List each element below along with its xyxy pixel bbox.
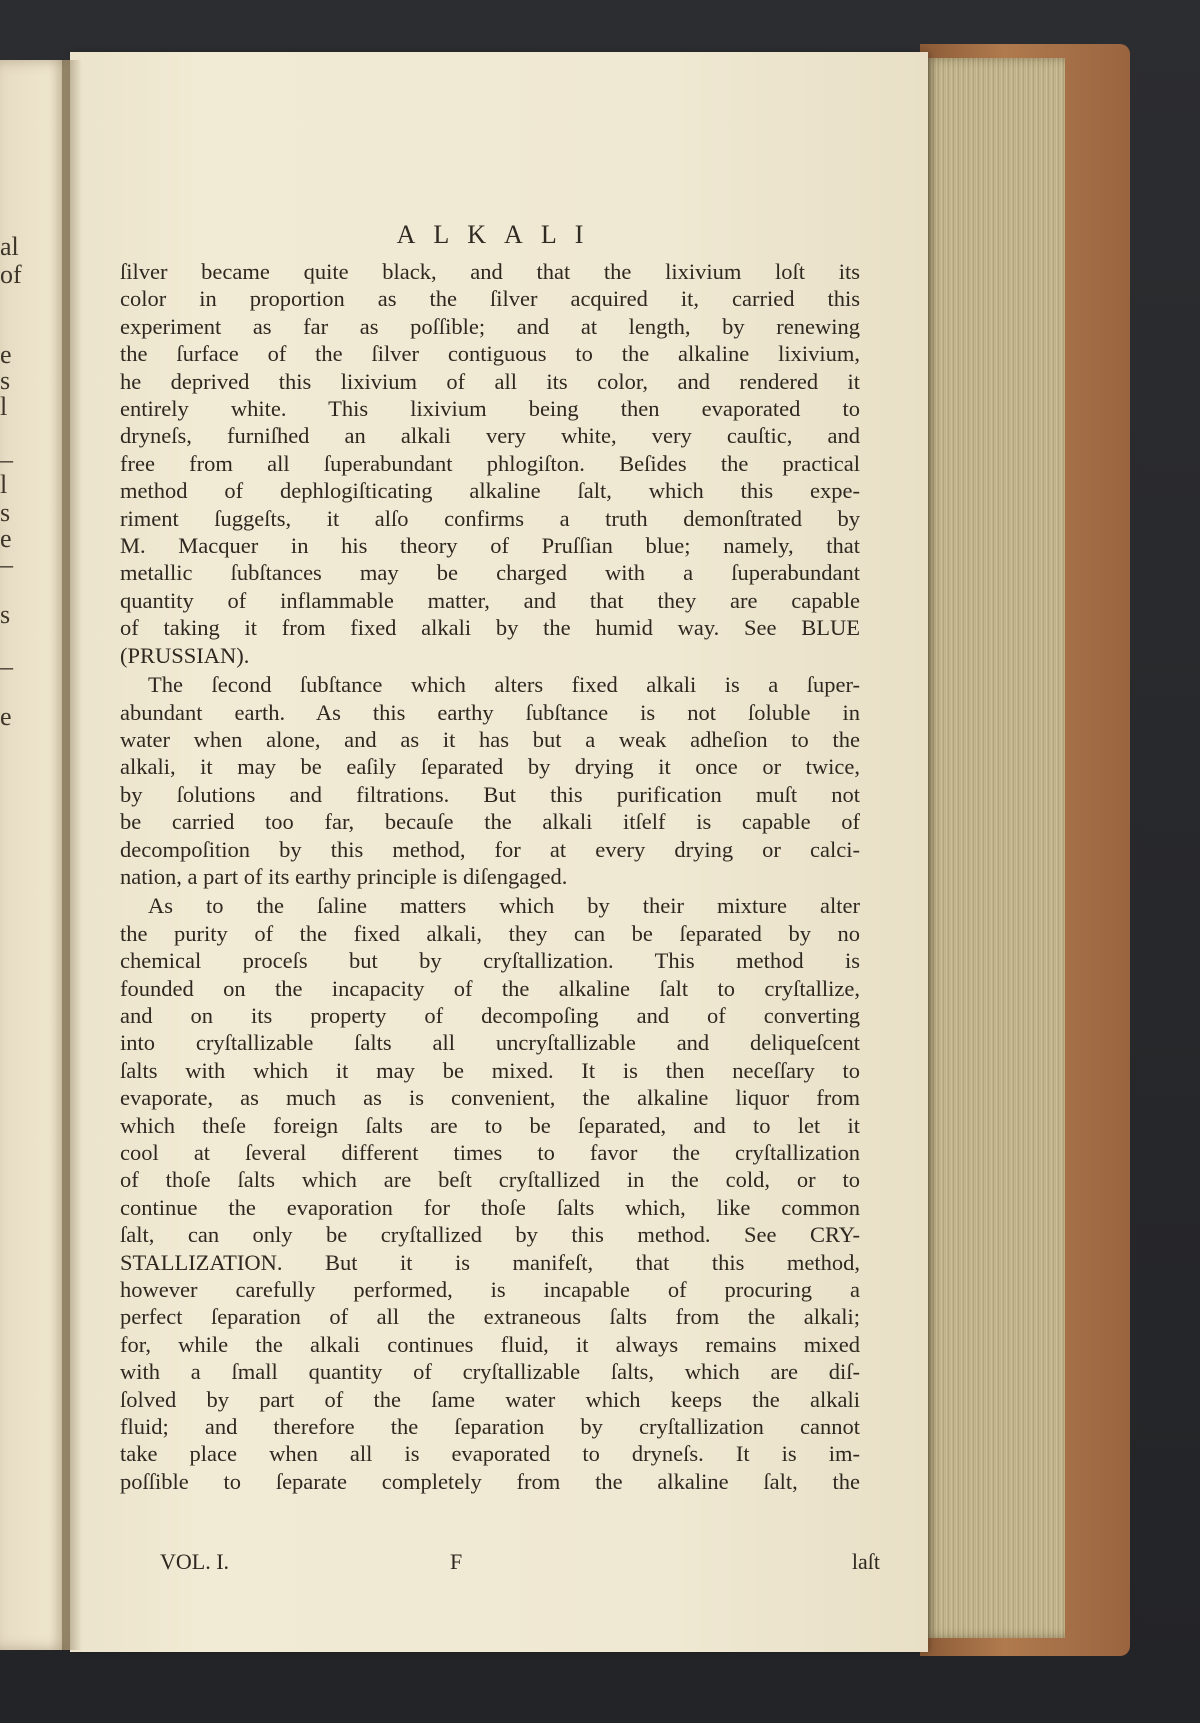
left-page-fragment: l <box>0 392 8 421</box>
text-line: The ſecond ſubſtance which alters fixed alkali is a ſuper- <box>148 672 860 698</box>
text-line: with a ſmall quantity of cryſtallizable ſalts, which are diſ- <box>120 1359 860 1385</box>
left-page-fragment: e <box>0 340 12 369</box>
text-line: metallic ſubſtances may be charged with a ſuperabundant <box>120 560 860 586</box>
text-line: the purity of the fixed alkali, they can be ſeparated by no <box>120 920 860 946</box>
text-line: M. Macquer in his theory of Pruſſian blue; namely, that <box>120 533 860 559</box>
text-line: and on its property of decompoſing and of converting <box>120 1002 860 1028</box>
text-line: which theſe foreign ſalts are to be ſeparated, and to let it <box>120 1112 860 1138</box>
left-page-fragment: s <box>0 366 11 395</box>
text-line: poſſible to ſeparate completely from the alkaline ſalt, the <box>120 1468 860 1494</box>
text-line: fluid; and therefore the ſeparation by cryſtallization cannot <box>120 1414 860 1440</box>
text-line: take place when all is evaporated to dryneſs. It is im- <box>120 1441 860 1467</box>
left-page-fragment: s <box>0 498 11 527</box>
body-text <box>120 258 860 1495</box>
left-page-fragment: e <box>0 524 12 553</box>
left-page-fragment: – <box>0 652 13 681</box>
left-page-fragment: of <box>0 260 22 289</box>
text-line: dryneſs, furniſhed an alkali very white, very cauſtic, and <box>120 423 860 449</box>
text-line: abundant earth. As this earthy ſubſtance is not ſoluble in <box>120 699 860 725</box>
left-page-fragment: s <box>0 600 11 629</box>
text-line: decompoſition by this method, for at every drying or calci- <box>120 836 860 862</box>
left-page-fragment: al <box>0 232 19 261</box>
text-line: ſalts with which it may be mixed. It is then neceſſary to <box>120 1057 860 1083</box>
text-line: cool at ſeveral different times to favor the cryſtallization <box>120 1140 860 1165</box>
volume-label: VOL. I. <box>160 1549 230 1574</box>
catchword: laſt <box>851 1549 880 1574</box>
text-line: entirely white. This lixivium being then evaporated to <box>120 396 860 422</box>
text-line: ſilver became quite black, and that the lixivium loſt its <box>120 259 860 284</box>
text-line: riment ſuggeſts, it alſo confirms a truth demonſtrated by <box>120 505 860 531</box>
text-line: color in proportion as the ſilver acquired it, carried this <box>120 286 860 312</box>
text-line: perfect ſeparation of all the extraneous ſalts from the alkali; <box>120 1304 860 1330</box>
text-line: As to the ſaline matters which by their mixture alter <box>148 893 860 919</box>
text-line: experiment as far as poſſible; and at length, by renewing <box>120 313 860 339</box>
left-page-fragment: l <box>0 470 8 499</box>
text-line: founded on the incapacity of the alkaline ſalt to cryſtallize, <box>120 975 860 1001</box>
text-line: evaporate, as much as is convenient, the alkaline liquor from <box>120 1085 860 1111</box>
text-line: ſalt, can only be cryſtallized by this method. See CRY- <box>120 1222 860 1248</box>
text-line: the ſurface of the ſilver contiguous to the alkaline lixivium, <box>120 341 860 367</box>
left-page-fragment: e <box>0 702 12 731</box>
text-line: continue the evaporation for thoſe ſalts which, like common <box>120 1194 860 1220</box>
text-line: however carefully performed, is incapable of procuring a <box>120 1277 860 1303</box>
text-line: alkali, it may be eaſily ſeparated by drying it once or twice, <box>120 754 860 780</box>
text-line: STALLIZATION. But it is manifeſt, that this method, <box>120 1249 860 1275</box>
text-line: method of dephlogiſticating alkaline ſalt, which this expe- <box>120 478 860 504</box>
running-head: ALKALI <box>396 220 602 249</box>
text-line: quantity of inflammable matter, and that they are capable <box>120 587 860 613</box>
text-line: for, while the alkali continues fluid, it always remains mixed <box>120 1331 860 1357</box>
page-block-edges <box>925 58 1065 1638</box>
left-page-fragment: – <box>0 445 13 474</box>
text-line: chemical proceſs but by cryſtallization. This method is <box>120 948 860 974</box>
text-line: by ſolutions and filtrations. But this purification muſt not <box>120 781 860 807</box>
left-page-fragment: – <box>0 550 13 579</box>
right-page <box>70 52 928 1652</box>
text-line: free from all ſuperabundant phlogiſton. Beſides the practical <box>120 450 860 476</box>
text-line: water when alone, and as it has but a weak adheſion to the <box>120 726 860 752</box>
text-line: (PRUSSIAN). <box>120 642 250 668</box>
text-line: of thoſe ſalts which are beſt cryſtallized in the cold, or to <box>120 1167 860 1193</box>
text-line: nation, a part of its earthy principle is diſengaged. <box>120 863 568 889</box>
text-line: he deprived this lixivium of all its color, and rendered it <box>120 368 860 394</box>
text-line: of taking it from fixed alkali by the humid way. See BLUE <box>120 615 860 641</box>
text-line: ſolved by part of the ſame water which keeps the alkali <box>120 1386 860 1412</box>
signature-mark: F <box>450 1549 463 1574</box>
text-line: be carried too far, becauſe the alkali itſelf is capable of <box>120 809 860 835</box>
text-line: into cryſtallizable ſalts all uncryſtallizable and deliqueſcent <box>120 1030 860 1056</box>
left-page <box>0 60 70 1650</box>
gutter-shadow <box>62 60 82 1650</box>
